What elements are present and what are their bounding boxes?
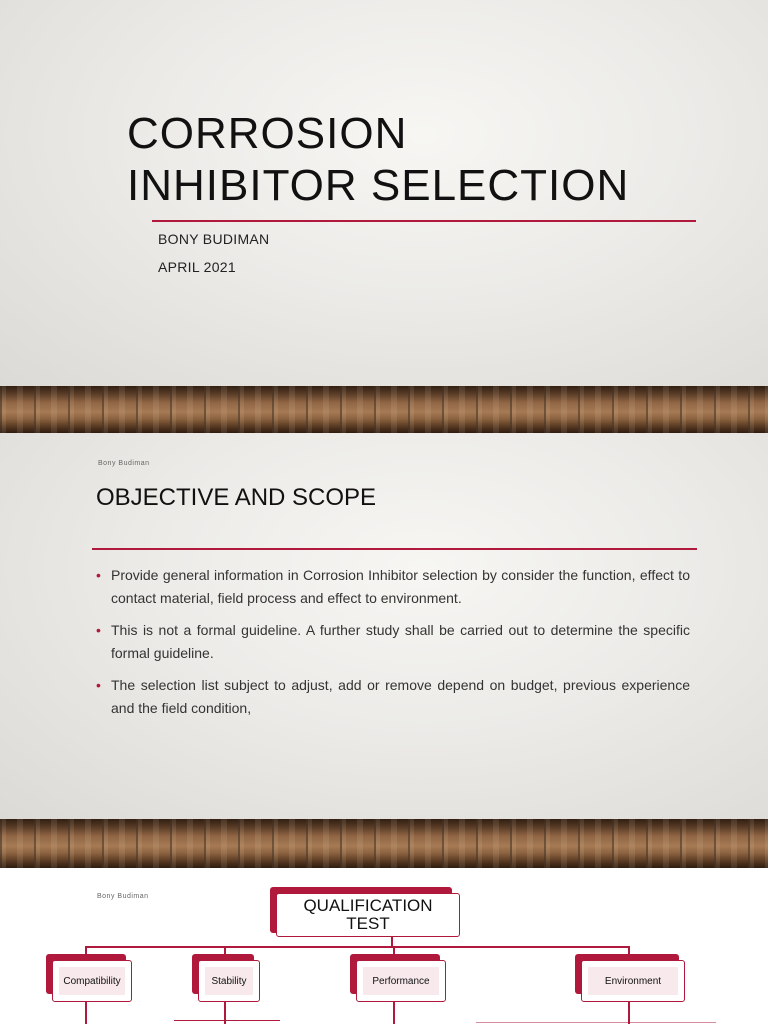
node-compatibility (52, 960, 132, 1002)
node-performance (356, 960, 446, 1002)
slide-title: OBJECTIVE AND SCOPE (96, 484, 377, 511)
bullet-item (96, 619, 690, 665)
node-label: Stability (205, 967, 253, 995)
qualification-chart-slide (8, 876, 768, 1024)
node-label: Compatibility (59, 967, 125, 995)
root-node-label: QUALIFICATION TEST (303, 896, 433, 933)
author-name: BONY BUDIMAN (158, 231, 270, 247)
title-divider (92, 548, 697, 550)
title-slide (0, 0, 768, 386)
bullet-icon: • (96, 622, 101, 638)
title-divider (152, 220, 696, 222)
presentation-date: APRIL 2021 (158, 259, 236, 275)
bullet-text: The selection list subject to adjust, add or remove depend on budget, previous experience and the field condition, (111, 677, 690, 716)
bullet-icon: • (96, 567, 101, 583)
bullet-text: This is not a formal guideline. A further study shall be carried out to determine the specific formal guideline. (111, 622, 690, 661)
node-label: Performance (363, 967, 439, 995)
bullet-list (96, 564, 690, 729)
bullet-text: Provide general information in Corrosion Inhibitor selection by consider the function, effect to contact material, field process and effect to environment. (111, 567, 690, 606)
partial-box-top (174, 1020, 280, 1021)
partial-box-top-right (476, 1022, 716, 1023)
title-line-2: INHIBITOR SELECTION (127, 161, 630, 210)
node-environment (581, 960, 685, 1002)
connector-lower-1 (85, 1002, 87, 1024)
slide-footer-name: Bony Budiman (98, 460, 150, 467)
presentation-title (127, 108, 629, 212)
bullet-icon: • (96, 677, 101, 693)
wood-floor-strip (0, 819, 768, 868)
wood-floor-strip (0, 386, 768, 433)
slide-footer-name: Bony Budiman (97, 893, 149, 900)
connector-horizontal (85, 946, 629, 948)
title-line-1: CORROSION (127, 109, 408, 158)
node-label: Environment (588, 967, 678, 995)
connector-lower-3 (393, 1002, 395, 1024)
bullet-item (96, 564, 690, 610)
objective-slide (0, 433, 768, 819)
connector-lower-4 (628, 1002, 630, 1024)
root-node-qualification-test (276, 893, 460, 937)
bullet-item (96, 674, 690, 720)
node-stability (198, 960, 260, 1002)
